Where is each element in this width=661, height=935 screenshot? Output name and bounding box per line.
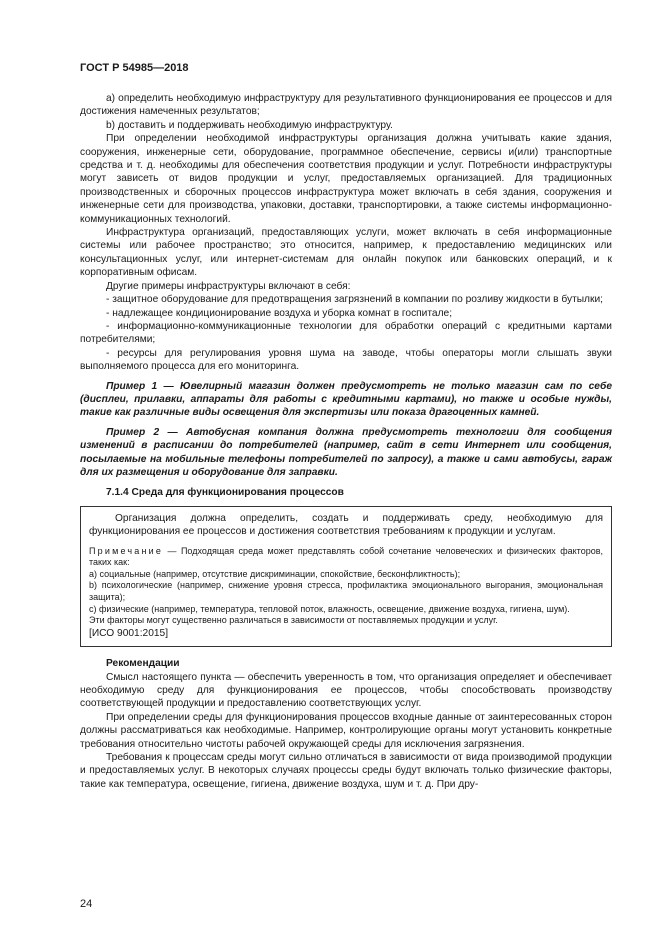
bullet-item: - защитное оборудование для предотвращения загрязнений в компании по розливу жидкости в бутылки; xyxy=(106,294,603,306)
paragraph: При определении среды для функционирования процессов входные данные от заинтересованных сторон должны рассматриваться как необходимые. Например, контролирующие органы могут установить конкретные требования относительно чистоты рабочей окружающей среды для исключения загрязнения. xyxy=(80,711,612,750)
bullet-item: - надлежащее кондиционирование воздуха и уборка комнат в госпитале; xyxy=(106,307,453,319)
note-item: b) психологические (например, снижение уровня стресса, профилактика эмоционального выгорания, эмоциональная защита); xyxy=(89,580,603,602)
note-closing: Эти факторы могут существенно различаться в зависимости от поставляемых продукции и услуг. xyxy=(89,615,498,626)
paragraph: Другие примеры инфраструктуры включают в себя: xyxy=(106,280,351,292)
paragraph: Инфраструктура организаций, предоставляющих услуги, может включать в себя информационные системы или рабочее пространство; это относится, например, к предоставлению медицинских или консультационных услуг, или интернет-системам для онлайн покупок или банковских операций, и к корпоративным офисам. xyxy=(80,227,612,279)
paragraph: Требования к процессам среды могут сильно отличаться в зависимости от вида производимой продукции и предоставляемых услуг. В некоторых случаях процессы среды будут включать только физические факторы, такие как температура, освещение, гигиена, движение воздуха, шум и т. д. При дру- xyxy=(80,752,612,790)
note-item: c) физические (например, температура, тепловой поток, влажность, освещение, движение воздуха, гигиена, шум). xyxy=(89,603,570,614)
list-item-b: b) доставить и поддерживать необходимую инфраструктуру. xyxy=(106,119,393,131)
note xyxy=(89,546,603,569)
standard-quote-box xyxy=(80,506,612,647)
note-item: a) социальные (например, отсутствие дискриминации, спокойствие, бесконфликтность); xyxy=(89,568,461,579)
paragraph: При определении необходимой инфраструктуры организация должна учитывать какие здания, сооружения, инженерные сети, оборудование, программное обеспечение, сервисы и(или) транспортные средства и т. д. необходимы для обеспечения соответствия продукции и услуг. Потребности инфраструктуры могут зависеть от видов продукции и услуг, предоставляемых организацией. Для традиционных производственных и сборочных процессов инфраструктура может включать в себя здания, сооружения и инженерные сети для производства, упаковки, доставки, транспортировки, а также системы информационно-коммуникационных технологий. xyxy=(80,133,612,225)
page-number: 24 xyxy=(80,898,93,910)
requirement-text: Организация должна определить, создать и поддерживать среду, необходимую для функционирования ее процессов и достижения соответствия требованиям к продукции и услугам. xyxy=(89,512,603,538)
bullet-item: - информационно-коммуникационные технологии для обработки операций с кредитными картами потребителями; xyxy=(80,320,612,346)
note-label: Примечание xyxy=(89,545,164,556)
document-body xyxy=(80,92,612,791)
standard-reference: [ИСО 9001:2015] xyxy=(89,627,169,639)
recommendations-title: Рекомендации xyxy=(106,658,180,670)
bullet-item: - ресурсы для регулирования уровня шума на заводе, чтобы операторы могли слышать звуки выполняемого процесса для его мониторинга. xyxy=(80,347,612,373)
example-1: Пример 1 — Ювелирный магазин должен предусмотреть не только магазин сам по себе (дисплеи, прилавки, аппараты для работы с кредитными картами), но также и особые нужды, такие как различные виды освещения для экспертизы или показа драгоценных камней. xyxy=(80,380,612,419)
list-item-a: а) определить необходимую инфраструктуру для результативного функционирования ее процессов и для достижения намеченных результатов; xyxy=(80,93,612,118)
section-title: 7.1.4 Среда для функционирования процессов xyxy=(106,487,344,499)
example-2: Пример 2 — Автобусная компания должна предусмотреть технологии для сообщения изменений в расписании до потребителей (например, сайт в сети Интернет или сообщения, посылаемые на мобильные телефоны потребителей по запросу), а также и сами автобусы, гараж для их размещения и оборудование для заправки. xyxy=(80,426,612,478)
document-header: ГОСТ Р 54985—2018 xyxy=(80,62,189,74)
note-text: — Подходящая среда может представлять собой сочетание человеческих и физических факторов, таких как: xyxy=(89,545,603,568)
paragraph: Смысл настоящего пункта — обеспечить уверенность в том, что организация определяет и обеспечивает необходимую среду для функционирования ее процессов, чтобы способствовать производству соответствующей продукции и предоставлению соответствующих услуг. xyxy=(80,671,612,710)
